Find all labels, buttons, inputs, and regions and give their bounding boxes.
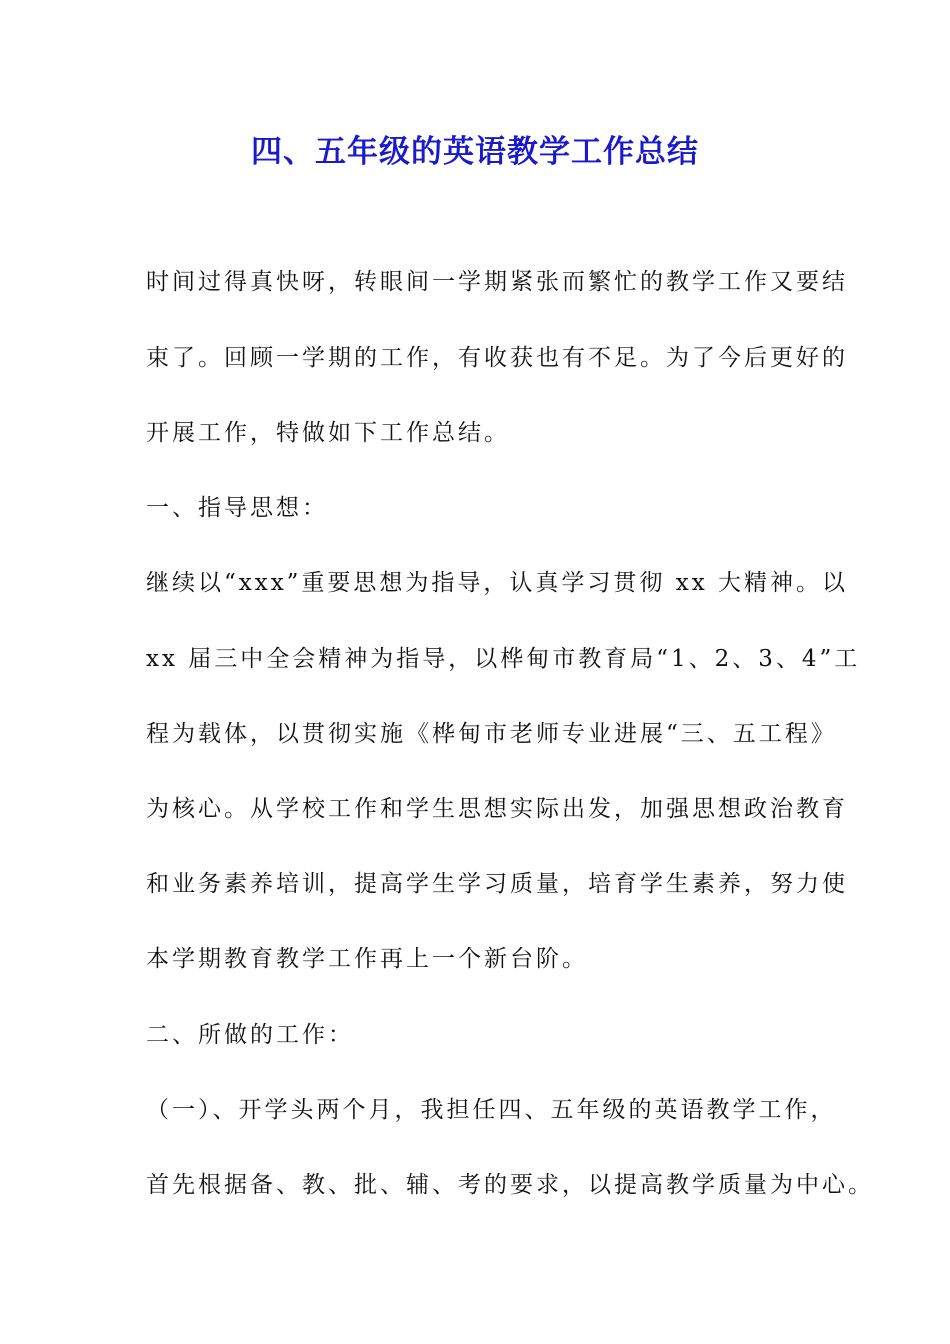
body-line: 本学期教育教学工作再上一个新台阶。 [146, 946, 588, 972]
body-line: xx 届三中全会精神为指导，以桦甸市教育局“1、2、3、4”工 [146, 646, 861, 672]
body-line: 首先根据备、教、批、辅、考的要求，以提高教学质量为中心。 [146, 1172, 874, 1198]
body-line: 继续以“xxx”重要思想为指导，认真学习贯彻 xx 大精神。以 [146, 570, 848, 596]
body-line: 时间过得真快呀，转眼间一学期紧张而繁忙的教学工作又要结 [146, 269, 848, 295]
section-heading: 二、所做的工作： [146, 1022, 354, 1048]
section-heading: 一、指导思想： [146, 495, 328, 521]
body-line: 为核心。从学校工作和学生思想实际出发，加强思想政治教育 [146, 796, 848, 822]
body-line: （一）、开学头两个月，我担任四、五年级的英语教学工作， [146, 1097, 837, 1123]
document-title: 四、五年级的英语教学工作总结 [251, 134, 699, 170]
body-line: 程为载体，以贯彻实施《桦甸市老师专业进展“三、五工程》 [146, 721, 837, 747]
body-line: 开展工作，特做如下工作总结。 [146, 420, 510, 446]
body-line: 束了。回顾一学期的工作，有收获也有不足。为了今后更好的 [146, 345, 848, 371]
body-line: 和业务素养培训，提高学生学习质量，培育学生素养，努力使 [146, 871, 848, 897]
